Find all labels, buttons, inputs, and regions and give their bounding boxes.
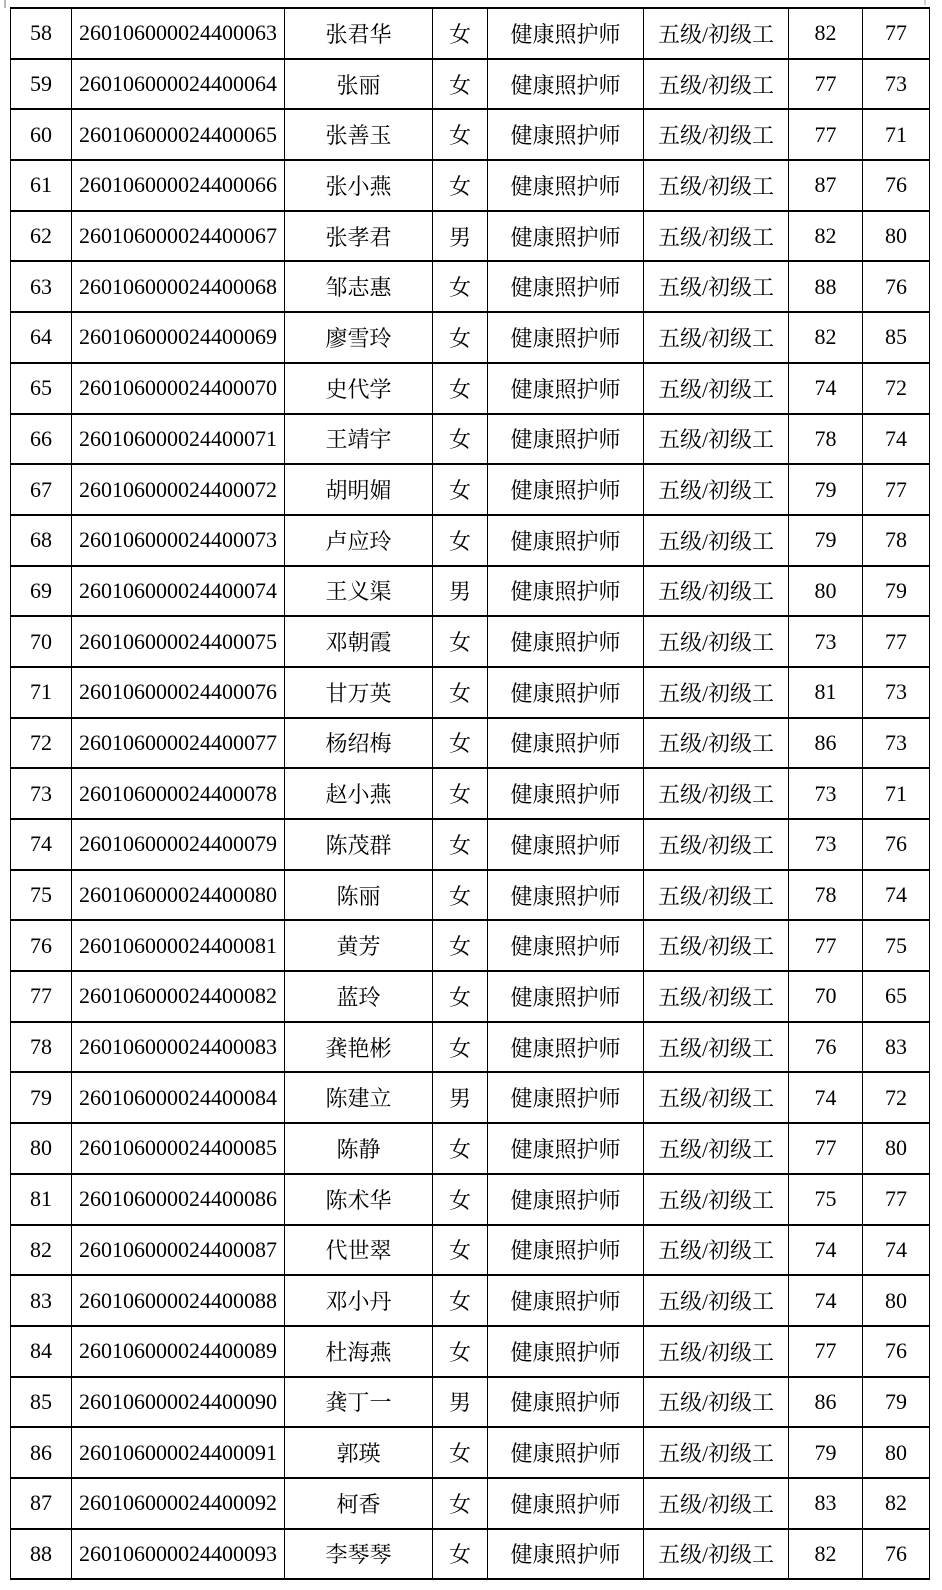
- cell-occupation: 健康照护师: [488, 464, 644, 515]
- cell-occupation: 健康照护师: [488, 1377, 644, 1428]
- cell-score-b: 76: [863, 819, 930, 870]
- cell-name: 龚丁一: [285, 1377, 433, 1428]
- cell-gender: 女: [433, 1225, 488, 1276]
- cell-score-a: 77: [789, 1326, 863, 1377]
- cell-level: 五级/初级工: [644, 1072, 789, 1123]
- cell-score-b: 80: [863, 211, 930, 262]
- cell-gender: 女: [433, 920, 488, 971]
- cell-score-b: 75: [863, 920, 930, 971]
- cell-score-a: 77: [789, 1123, 863, 1174]
- cell-occupation: 健康照护师: [488, 1225, 644, 1276]
- cell-level: 五级/初级工: [644, 1275, 789, 1326]
- cell-level: 五级/初级工: [644, 1427, 789, 1478]
- cell-occupation: 健康照护师: [488, 920, 644, 971]
- table-row: [11, 1326, 930, 1377]
- cell-gender: 女: [433, 59, 488, 110]
- cell-gender: 女: [433, 1174, 488, 1225]
- cell-occupation: 健康照护师: [488, 1072, 644, 1123]
- cell-name: 史代学: [285, 363, 433, 414]
- cell-exam-number: 260106000024400071: [72, 414, 285, 465]
- cell-name: 卢应玲: [285, 515, 433, 566]
- cell-name: 蓝玲: [285, 971, 433, 1022]
- cell-name: 王靖宇: [285, 414, 433, 465]
- cell-score-a: 73: [789, 768, 863, 819]
- cell-seq: 83: [11, 1275, 72, 1326]
- cell-name: 龚艳彬: [285, 1022, 433, 1073]
- cell-occupation: 健康照护师: [488, 312, 644, 363]
- cell-seq: 88: [11, 1529, 72, 1580]
- cell-occupation: 健康照护师: [488, 1123, 644, 1174]
- cell-occupation: 健康照护师: [488, 718, 644, 769]
- cell-score-b: 73: [863, 667, 930, 718]
- cell-score-a: 74: [789, 363, 863, 414]
- cell-name: 张善玉: [285, 109, 433, 160]
- cell-occupation: 健康照护师: [488, 667, 644, 718]
- cell-level: 五级/初级工: [644, 312, 789, 363]
- cell-seq: 64: [11, 312, 72, 363]
- cell-exam-number: 260106000024400068: [72, 261, 285, 312]
- cell-occupation: 健康照护师: [488, 109, 644, 160]
- cell-seq: 58: [11, 8, 72, 59]
- table-row: [11, 1123, 930, 1174]
- cell-level: 五级/初级工: [644, 515, 789, 566]
- cell-seq: 59: [11, 59, 72, 110]
- table-row: [11, 1427, 930, 1478]
- cell-name: 邓小丹: [285, 1275, 433, 1326]
- table-row: [11, 1377, 930, 1428]
- cell-score-a: 76: [789, 1022, 863, 1073]
- cell-score-b: 77: [863, 1174, 930, 1225]
- cell-seq: 75: [11, 870, 72, 921]
- cell-score-b: 73: [863, 718, 930, 769]
- cell-name: 代世翠: [285, 1225, 433, 1276]
- table-row: [11, 414, 930, 465]
- cell-name: 邓朝霞: [285, 616, 433, 667]
- cell-seq: 69: [11, 566, 72, 617]
- cell-score-b: 71: [863, 109, 930, 160]
- cell-seq: 81: [11, 1174, 72, 1225]
- cell-exam-number: 260106000024400080: [72, 870, 285, 921]
- cell-level: 五级/初级工: [644, 1529, 789, 1580]
- cell-occupation: 健康照护师: [488, 870, 644, 921]
- cell-exam-number: 260106000024400065: [72, 109, 285, 160]
- cell-gender: 女: [433, 1275, 488, 1326]
- cell-occupation: 健康照护师: [488, 1427, 644, 1478]
- cell-exam-number: 260106000024400084: [72, 1072, 285, 1123]
- cell-score-b: 77: [863, 464, 930, 515]
- cell-occupation: 健康照护师: [488, 1529, 644, 1580]
- cell-occupation: 健康照护师: [488, 768, 644, 819]
- cell-seq: 80: [11, 1123, 72, 1174]
- cell-gender: 男: [433, 1072, 488, 1123]
- cell-occupation: 健康照护师: [488, 59, 644, 110]
- cell-level: 五级/初级工: [644, 160, 789, 211]
- cell-seq: 74: [11, 819, 72, 870]
- cell-score-a: 87: [789, 160, 863, 211]
- cell-gender: 女: [433, 971, 488, 1022]
- cell-score-b: 72: [863, 363, 930, 414]
- cell-score-a: 82: [789, 8, 863, 59]
- cell-score-a: 74: [789, 1275, 863, 1326]
- cell-level: 五级/初级工: [644, 8, 789, 59]
- cell-seq: 73: [11, 768, 72, 819]
- table-row: [11, 1478, 930, 1529]
- cell-gender: 女: [433, 819, 488, 870]
- cell-occupation: 健康照护师: [488, 8, 644, 59]
- cell-occupation: 健康照护师: [488, 1478, 644, 1529]
- cell-score-b: 82: [863, 1478, 930, 1529]
- cell-seq: 67: [11, 464, 72, 515]
- cell-exam-number: 260106000024400090: [72, 1377, 285, 1428]
- cell-name: 郭瑛: [285, 1427, 433, 1478]
- cell-level: 五级/初级工: [644, 109, 789, 160]
- cell-name: 陈静: [285, 1123, 433, 1174]
- cell-level: 五级/初级工: [644, 59, 789, 110]
- cell-seq: 77: [11, 971, 72, 1022]
- cell-score-a: 79: [789, 464, 863, 515]
- cell-score-a: 80: [789, 566, 863, 617]
- cell-level: 五级/初级工: [644, 768, 789, 819]
- cell-gender: 女: [433, 870, 488, 921]
- cell-score-a: 73: [789, 819, 863, 870]
- cell-gender: 女: [433, 160, 488, 211]
- cell-occupation: 健康照护师: [488, 515, 644, 566]
- cell-score-b: 71: [863, 768, 930, 819]
- cell-name: 张君华: [285, 8, 433, 59]
- cell-gender: 女: [433, 8, 488, 59]
- cell-score-a: 73: [789, 616, 863, 667]
- cell-name: 张孝君: [285, 211, 433, 262]
- cell-gender: 女: [433, 718, 488, 769]
- cell-exam-number: 260106000024400066: [72, 160, 285, 211]
- cell-exam-number: 260106000024400088: [72, 1275, 285, 1326]
- cell-exam-number: 260106000024400083: [72, 1022, 285, 1073]
- exam-results-table: [10, 7, 930, 1580]
- cell-level: 五级/初级工: [644, 1022, 789, 1073]
- cell-score-a: 86: [789, 718, 863, 769]
- cell-level: 五级/初级工: [644, 971, 789, 1022]
- cell-name: 陈茂群: [285, 819, 433, 870]
- cell-name: 张小燕: [285, 160, 433, 211]
- table-row: [11, 363, 930, 414]
- cell-gender: 女: [433, 515, 488, 566]
- table-row: [11, 312, 930, 363]
- cell-occupation: 健康照护师: [488, 819, 644, 870]
- cell-gender: 女: [433, 464, 488, 515]
- cell-score-b: 78: [863, 515, 930, 566]
- cell-exam-number: 260106000024400085: [72, 1123, 285, 1174]
- table-row: [11, 566, 930, 617]
- cell-level: 五级/初级工: [644, 414, 789, 465]
- cell-exam-number: 260106000024400073: [72, 515, 285, 566]
- cell-score-a: 81: [789, 667, 863, 718]
- cell-exam-number: 260106000024400063: [72, 8, 285, 59]
- cell-gender: 女: [433, 109, 488, 160]
- cell-name: 廖雪玲: [285, 312, 433, 363]
- cell-score-b: 85: [863, 312, 930, 363]
- cell-level: 五级/初级工: [644, 870, 789, 921]
- cell-exam-number: 260106000024400092: [72, 1478, 285, 1529]
- cell-exam-number: 260106000024400089: [72, 1326, 285, 1377]
- cell-score-a: 77: [789, 59, 863, 110]
- cell-seq: 79: [11, 1072, 72, 1123]
- table-row: [11, 718, 930, 769]
- cell-name: 杨绍梅: [285, 718, 433, 769]
- cell-exam-number: 260106000024400082: [72, 971, 285, 1022]
- cell-score-a: 77: [789, 109, 863, 160]
- cell-exam-number: 260106000024400086: [72, 1174, 285, 1225]
- cell-score-a: 77: [789, 920, 863, 971]
- cell-gender: 女: [433, 1478, 488, 1529]
- cell-score-b: 77: [863, 616, 930, 667]
- cell-score-a: 74: [789, 1072, 863, 1123]
- cell-name: 赵小燕: [285, 768, 433, 819]
- cell-score-b: 72: [863, 1072, 930, 1123]
- cell-gender: 女: [433, 363, 488, 414]
- cell-seq: 76: [11, 920, 72, 971]
- cell-level: 五级/初级工: [644, 667, 789, 718]
- cell-occupation: 健康照护师: [488, 1022, 644, 1073]
- cell-gender: 女: [433, 1427, 488, 1478]
- cell-occupation: 健康照护师: [488, 1326, 644, 1377]
- cell-seq: 65: [11, 363, 72, 414]
- cell-level: 五级/初级工: [644, 1478, 789, 1529]
- cell-score-b: 76: [863, 261, 930, 312]
- cell-seq: 86: [11, 1427, 72, 1478]
- cell-gender: 女: [433, 616, 488, 667]
- cell-seq: 61: [11, 160, 72, 211]
- cell-name: 邹志惠: [285, 261, 433, 312]
- cell-level: 五级/初级工: [644, 211, 789, 262]
- cell-score-b: 76: [863, 1529, 930, 1580]
- cell-gender: 女: [433, 414, 488, 465]
- cell-gender: 女: [433, 768, 488, 819]
- cell-score-a: 83: [789, 1478, 863, 1529]
- results-table-container: [10, 7, 930, 1580]
- cell-name: 陈建立: [285, 1072, 433, 1123]
- table-row: [11, 515, 930, 566]
- table-row: [11, 667, 930, 718]
- table-row: [11, 211, 930, 262]
- cell-exam-number: 260106000024400064: [72, 59, 285, 110]
- cell-level: 五级/初级工: [644, 261, 789, 312]
- cell-level: 五级/初级工: [644, 718, 789, 769]
- cell-occupation: 健康照护师: [488, 616, 644, 667]
- cell-score-b: 65: [863, 971, 930, 1022]
- cell-seq: 84: [11, 1326, 72, 1377]
- table-row: [11, 971, 930, 1022]
- cell-seq: 82: [11, 1225, 72, 1276]
- cell-exam-number: 260106000024400091: [72, 1427, 285, 1478]
- cell-score-b: 73: [863, 59, 930, 110]
- cell-level: 五级/初级工: [644, 1174, 789, 1225]
- cell-exam-number: 260106000024400087: [72, 1225, 285, 1276]
- cell-score-b: 80: [863, 1123, 930, 1174]
- cell-score-a: 82: [789, 1529, 863, 1580]
- cell-seq: 87: [11, 1478, 72, 1529]
- cell-exam-number: 260106000024400093: [72, 1529, 285, 1580]
- cell-score-b: 80: [863, 1427, 930, 1478]
- table-row: [11, 616, 930, 667]
- cell-score-b: 77: [863, 8, 930, 59]
- cell-name: 杜海燕: [285, 1326, 433, 1377]
- cell-occupation: 健康照护师: [488, 414, 644, 465]
- cell-score-a: 78: [789, 870, 863, 921]
- table-row: [11, 109, 930, 160]
- cell-gender: 女: [433, 1123, 488, 1174]
- cell-seq: 72: [11, 718, 72, 769]
- cell-score-a: 79: [789, 515, 863, 566]
- page-edge-artifact-right: [924, 0, 926, 5]
- cell-seq: 66: [11, 414, 72, 465]
- table-row: [11, 1225, 930, 1276]
- cell-occupation: 健康照护师: [488, 211, 644, 262]
- cell-exam-number: 260106000024400076: [72, 667, 285, 718]
- cell-score-b: 74: [863, 870, 930, 921]
- page-edge-artifact-left: [4, 0, 6, 8]
- cell-seq: 70: [11, 616, 72, 667]
- cell-name: 柯香: [285, 1478, 433, 1529]
- cell-seq: 78: [11, 1022, 72, 1073]
- table-row: [11, 1072, 930, 1123]
- table-row: [11, 870, 930, 921]
- cell-occupation: 健康照护师: [488, 261, 644, 312]
- cell-score-b: 83: [863, 1022, 930, 1073]
- cell-score-a: 79: [789, 1427, 863, 1478]
- cell-seq: 68: [11, 515, 72, 566]
- cell-gender: 女: [433, 312, 488, 363]
- table-row: [11, 59, 930, 110]
- cell-exam-number: 260106000024400081: [72, 920, 285, 971]
- cell-level: 五级/初级工: [644, 1326, 789, 1377]
- cell-score-a: 75: [789, 1174, 863, 1225]
- cell-seq: 60: [11, 109, 72, 160]
- cell-name: 陈丽: [285, 870, 433, 921]
- table-row: [11, 1022, 930, 1073]
- cell-score-a: 86: [789, 1377, 863, 1428]
- cell-name: 陈术华: [285, 1174, 433, 1225]
- cell-exam-number: 260106000024400072: [72, 464, 285, 515]
- cell-exam-number: 260106000024400075: [72, 616, 285, 667]
- cell-name: 李琴琴: [285, 1529, 433, 1580]
- cell-gender: 男: [433, 566, 488, 617]
- cell-gender: 男: [433, 1377, 488, 1428]
- cell-occupation: 健康照护师: [488, 1275, 644, 1326]
- cell-name: 甘万英: [285, 667, 433, 718]
- cell-seq: 71: [11, 667, 72, 718]
- cell-occupation: 健康照护师: [488, 566, 644, 617]
- cell-seq: 62: [11, 211, 72, 262]
- cell-exam-number: 260106000024400070: [72, 363, 285, 414]
- table-row: [11, 464, 930, 515]
- table-row: [11, 819, 930, 870]
- cell-score-b: 79: [863, 1377, 930, 1428]
- table-row: [11, 920, 930, 971]
- table-row: [11, 1275, 930, 1326]
- cell-level: 五级/初级工: [644, 920, 789, 971]
- table-row: [11, 261, 930, 312]
- cell-level: 五级/初级工: [644, 566, 789, 617]
- cell-level: 五级/初级工: [644, 1123, 789, 1174]
- cell-gender: 女: [433, 1326, 488, 1377]
- cell-level: 五级/初级工: [644, 1377, 789, 1428]
- cell-exam-number: 260106000024400078: [72, 768, 285, 819]
- cell-score-b: 79: [863, 566, 930, 617]
- cell-score-a: 82: [789, 211, 863, 262]
- cell-gender: 女: [433, 1022, 488, 1073]
- table-row: [11, 768, 930, 819]
- cell-occupation: 健康照护师: [488, 1174, 644, 1225]
- cell-name: 胡明媚: [285, 464, 433, 515]
- cell-exam-number: 260106000024400079: [72, 819, 285, 870]
- table-row: [11, 8, 930, 59]
- cell-gender: 女: [433, 261, 488, 312]
- cell-gender: 男: [433, 211, 488, 262]
- cell-seq: 85: [11, 1377, 72, 1428]
- cell-exam-number: 260106000024400067: [72, 211, 285, 262]
- cell-score-b: 76: [863, 160, 930, 211]
- cell-exam-number: 260106000024400074: [72, 566, 285, 617]
- cell-score-b: 74: [863, 1225, 930, 1276]
- cell-level: 五级/初级工: [644, 1225, 789, 1276]
- table-row: [11, 1174, 930, 1225]
- cell-score-a: 74: [789, 1225, 863, 1276]
- cell-score-a: 78: [789, 414, 863, 465]
- cell-name: 王义渠: [285, 566, 433, 617]
- cell-gender: 女: [433, 1529, 488, 1580]
- cell-gender: 女: [433, 667, 488, 718]
- cell-name: 张丽: [285, 59, 433, 110]
- cell-score-b: 76: [863, 1326, 930, 1377]
- cell-level: 五级/初级工: [644, 363, 789, 414]
- table-row: [11, 1529, 930, 1580]
- cell-occupation: 健康照护师: [488, 363, 644, 414]
- cell-level: 五级/初级工: [644, 819, 789, 870]
- cell-seq: 63: [11, 261, 72, 312]
- cell-occupation: 健康照护师: [488, 971, 644, 1022]
- cell-level: 五级/初级工: [644, 616, 789, 667]
- cell-level: 五级/初级工: [644, 464, 789, 515]
- cell-score-a: 82: [789, 312, 863, 363]
- cell-score-b: 74: [863, 414, 930, 465]
- cell-exam-number: 260106000024400069: [72, 312, 285, 363]
- cell-score-b: 80: [863, 1275, 930, 1326]
- cell-score-a: 70: [789, 971, 863, 1022]
- cell-name: 黄芳: [285, 920, 433, 971]
- table-row: [11, 160, 930, 211]
- cell-exam-number: 260106000024400077: [72, 718, 285, 769]
- cell-score-a: 88: [789, 261, 863, 312]
- cell-occupation: 健康照护师: [488, 160, 644, 211]
